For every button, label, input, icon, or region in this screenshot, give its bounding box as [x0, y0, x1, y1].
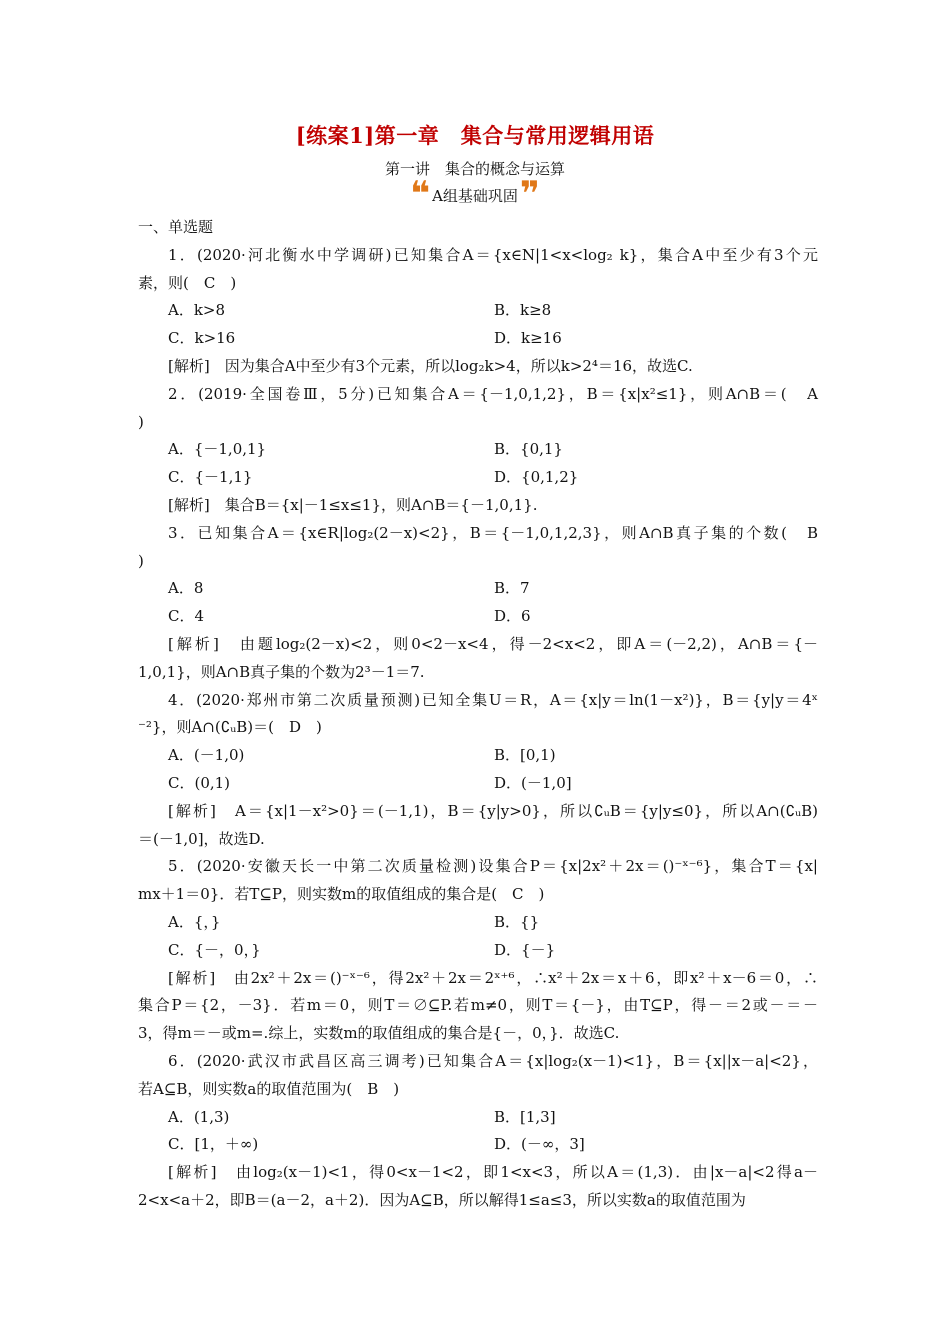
group-badge	[0, 174, 950, 214]
option-row	[138, 464, 818, 492]
question-block	[138, 242, 818, 381]
analysis-line: [解析] 集合B＝{x|－1≤x≤1}，则A∩B＝{－1,0,1}.	[168, 495, 538, 514]
option-item: A．(－1,0)	[168, 746, 245, 765]
analysis-line: 2<x<a＋2，即B＝(a－2，a＋2)．因为A⊆B，所以解得1≤a≤3，所以实数a的取值范围为	[138, 1190, 746, 1209]
content	[138, 214, 818, 1215]
section-heading: 一、单选题	[138, 218, 214, 236]
option-item: B．{}	[494, 912, 540, 931]
question-stem-line: 1．(2020·河北衡水中学调研)已知集合A＝{x∈N|1<x<log₂ k}，集合A中至少有3个元	[168, 245, 818, 264]
option-item: C．{－，0，}	[168, 940, 261, 959]
option-item: D．{－}	[494, 940, 556, 959]
question-stem-line: 素，则( C )	[138, 273, 237, 292]
option-item: B．k≥8	[494, 301, 552, 320]
option-row	[138, 742, 818, 770]
analysis-line: 1,0,1}，则A∩B真子集的个数为2³－1＝7.	[138, 662, 425, 681]
option-row	[138, 909, 818, 937]
option-item: B．{0,1}	[494, 440, 563, 459]
question-stem-line: )	[138, 551, 144, 570]
option-row	[138, 325, 818, 353]
analysis-line: [解析] 由题log₂(2－x)<2，则0<2－x<4，得－2<x<2，即A＝(－2,2)，A∩B＝{－	[168, 634, 818, 653]
option-item: C．[1，＋∞)	[168, 1135, 259, 1154]
close-quote-icon: ❞	[519, 174, 540, 214]
question-stem-line: ⁻²}，则A∩(∁ᵤB)＝( D )	[138, 718, 322, 737]
option-row	[138, 1131, 818, 1159]
option-item: B．[1,3]	[494, 1107, 556, 1126]
lesson-subtitle: 第一讲 集合的概念与运算	[384, 160, 565, 178]
option-item: D．6	[494, 607, 531, 626]
analysis-line: ＝(－1,0]，故选D.	[138, 829, 265, 848]
option-item: C．{－1,1}	[168, 468, 253, 487]
option-item: D．(－∞，3]	[494, 1135, 585, 1154]
open-quote-icon: ❝	[410, 174, 431, 214]
option-item: A．{－1,0,1}	[168, 440, 267, 459]
option-item: A．k>8	[168, 301, 226, 320]
question-stem-line: 3．已知集合A＝{x∈R|log₂(2－x)<2}，B＝{－1,0,1,2,3}，则A∩B真子集的个数( B	[168, 523, 818, 542]
analysis-line: 3，得m＝－或m=.综上，实数m的取值组成的集合是{－，0，}．故选C.	[138, 1024, 620, 1043]
option-item: D．(－1,0]	[494, 773, 572, 792]
group-label: A组基础巩固	[432, 186, 518, 205]
question-stem-line: 5．(2020·安徽天长一中第二次质量检测)设集合P＝{x|2x²＋2x＝()⁻ˣ⁻⁶}，集合T＝{x|	[168, 857, 818, 876]
question-block	[138, 687, 818, 854]
question-block	[138, 853, 818, 1048]
question-stem-line: 6．(2020·武汉市武昌区高三调考)已知集合A＝{x|log₂(x－1)<1}，B＝{x||x－a|<2}，	[168, 1051, 818, 1070]
option-item: C．(0,1)	[168, 773, 231, 792]
option-row	[138, 436, 818, 464]
question-list	[138, 242, 818, 1215]
analysis-line: [解析] A＝{x|1－x²>0}＝(－1,1)，B＝{y|y>0}，所以∁ᵤB＝{y|y≤0}，所以A∩(∁ᵤB)	[168, 801, 818, 820]
option-item: D．{0,1,2}	[494, 468, 579, 487]
option-row	[138, 1104, 818, 1132]
analysis-line: [解析] 由log₂(x－1)<1，得0<x－1<2，即1<x<3，所以A＝(1,3)．由|x－a|<2得a－	[168, 1163, 818, 1182]
question-stem-line: mx＋1＝0}．若T⊆P，则实数m的取值组成的集合是( C )	[138, 885, 545, 904]
analysis-line: 集合P＝{2，－3}．若m＝0，则T＝∅⊆P.若m≠0，则T＝{－}，由T⊆P，得－＝2或－＝－	[138, 996, 818, 1015]
question-stem-line: 4．(2020·郑州市第二次质量预测)已知全集U＝R，A＝{x|y＝ln(1－x²)}，B＝{y|y＝4ˣ	[168, 690, 818, 709]
option-item: A．8	[168, 579, 204, 598]
question-block	[138, 520, 818, 687]
question-stem-line: 2．(2019·全国卷Ⅲ，5分)已知集合A＝{－1,0,1,2}，B＝{x|x²≤1}，则A∩B＝( A	[168, 384, 818, 403]
question-block	[138, 381, 818, 520]
option-row	[138, 770, 818, 798]
option-row	[138, 575, 818, 603]
option-row	[138, 297, 818, 325]
option-item: B．[0,1)	[494, 746, 556, 765]
analysis-line: [解析] 由2x²＋2x＝()⁻ˣ⁻⁶，得2x²＋2x＝2ˣ⁺⁶，∴x²＋2x＝x＋6，即x²＋x－6＝0，∴	[168, 968, 818, 987]
option-item: B．7	[494, 579, 530, 598]
option-item: C．k>16	[168, 329, 236, 348]
analysis-line: [解析] 因为集合A中至少有3个元素，所以log₂k>4，所以k>2⁴＝16，故选C.	[168, 356, 693, 375]
option-row	[138, 937, 818, 965]
option-item: C．4	[168, 607, 205, 626]
option-item: A．(1,3)	[168, 1107, 230, 1126]
option-item: D．k≥16	[494, 329, 562, 348]
option-item: A．{，}	[168, 912, 221, 931]
question-stem-line: 若A⊆B，则实数a的取值范围为( B )	[138, 1079, 400, 1098]
question-stem-line: )	[138, 412, 144, 431]
option-row	[138, 603, 818, 631]
question-block	[138, 1048, 818, 1215]
page-title: [练案1]第一章 集合与常用逻辑用语	[295, 123, 655, 148]
